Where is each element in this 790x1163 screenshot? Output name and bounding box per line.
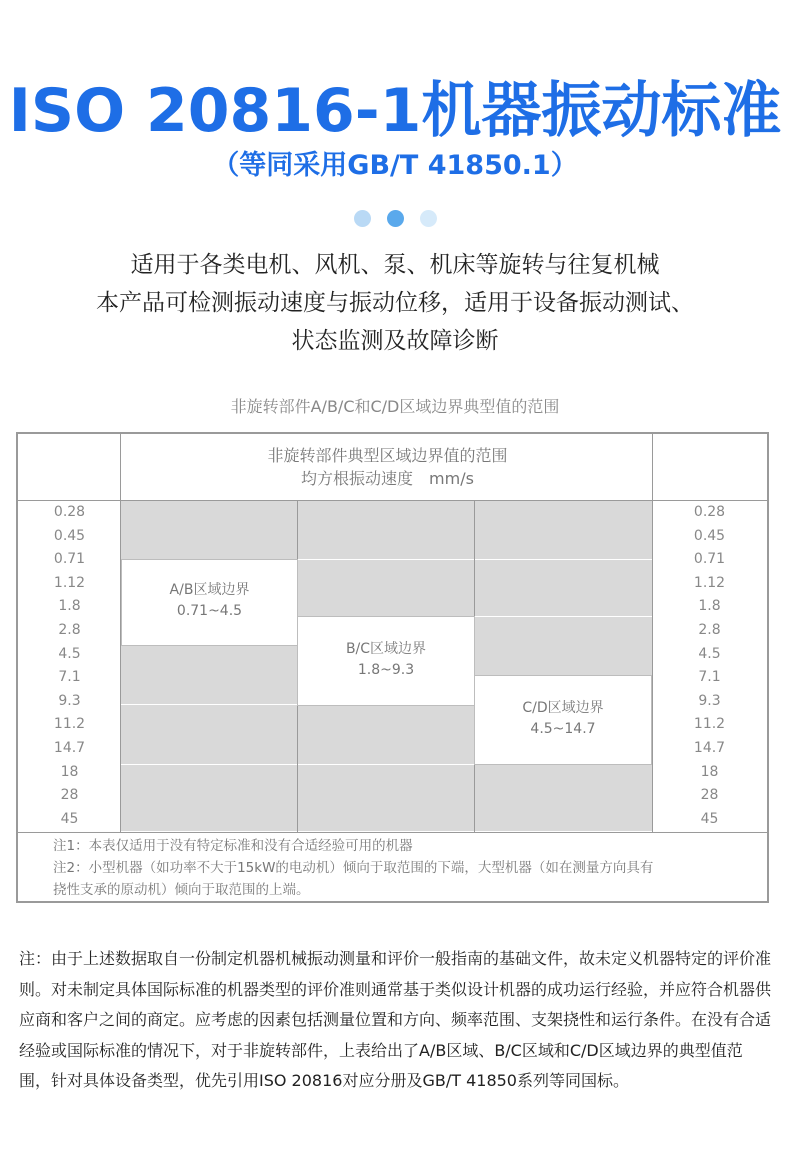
scale-value: 0.45 [53, 527, 86, 544]
scale-right [658, 501, 761, 831]
scale-value: 0.28 [693, 504, 726, 520]
table-caption: 非旋转部件A/B/C和C/D区域边界典型值的范围 [230, 397, 560, 416]
dot-2 [387, 210, 404, 227]
scale-value: 1.8 [698, 598, 721, 615]
table-header [18, 434, 767, 501]
zone-ab-range: 0.71~4.5 [176, 603, 243, 619]
note-2-cont: 挠性支承的原动机）倾向于取范围的上端。 [53, 882, 310, 898]
scale-value: 18 [60, 763, 79, 780]
note-1: 注1：本表仅适用于没有特定标准和没有合适经验可用的机器 [53, 838, 413, 854]
zone-boundary-table [16, 432, 769, 903]
scale-value: 11.2 [693, 716, 726, 733]
scale-value: 7.1 [698, 669, 721, 686]
scale-value: 0.71 [693, 551, 726, 568]
zone-bc-range: 1.8~9.3 [357, 662, 415, 678]
dot-3 [420, 210, 437, 227]
scale-value: 45 [700, 810, 719, 827]
table-notes [18, 832, 767, 903]
scale-left [18, 501, 121, 831]
scale-value: 1.8 [58, 598, 81, 615]
intro-line-3: 状态监测及故障诊断 [291, 328, 499, 354]
scale-value: 28 [700, 787, 719, 804]
scale-value: 2.8 [58, 621, 81, 638]
scale-value: 1.12 [53, 574, 86, 591]
page-title: ISO 20816-1机器振动标准 [8, 76, 782, 146]
scale-value: 18 [700, 763, 719, 780]
header-title: 非旋转部件典型区域边界值的范围 [267, 446, 508, 465]
zone-bc-label: B/C区域边界 [345, 641, 427, 657]
intro-line-1: 适用于各类电机、风机、泵、机床等旋转与往复机械 [130, 252, 660, 278]
scale-value: 28 [60, 787, 79, 804]
scale-value: 4.5 [58, 645, 81, 662]
scale-value: 9.3 [58, 692, 81, 709]
zone-bc-box [297, 616, 475, 706]
footnote-paragraph: 注：由于上述数据取自一份制定机器机械振动测量和评价一般指南的基础文件，故未定义机器特定的评价准则。对未制定具体国际标准的机器类型的评价准则通常基于类似设计机器的成功运行经验，并应符合机器供应商和客户之间的商定。应考虑的因素包括测量位置和方向、频率范围、支架挠性和运行条件。在没有合适经验或国际标准的情况下，对于非旋转部件，上表给出了A/B区域、B/C区域和C/D区域边界的典型值范围，针对具体设备类型，优先引用ISO 20816对应分册及GB/T 41850系列等同国标。 [19, 949, 772, 1090]
zone-cd-label: C/D区域边界 [522, 700, 604, 716]
zone-ab-box [121, 559, 298, 646]
scale-value: 9.3 [698, 692, 721, 709]
scale-value: 11.2 [53, 716, 86, 733]
scale-value: 1.12 [693, 574, 726, 591]
zone-ab-label: A/B区域边界 [169, 582, 250, 598]
zone-cd-range: 4.5~14.7 [530, 721, 596, 737]
table-header-text [121, 444, 654, 490]
header-unit: 均方根振动速度 mm/s [301, 469, 474, 488]
note-2: 注2：小型机器（如功率不大于15kW的电动机）倾向于取范围的下端，大型机器（如在测量方向具有 [53, 860, 654, 876]
scale-value: 14.7 [693, 739, 726, 756]
scale-value: 0.45 [693, 527, 726, 544]
scale-value: 2.8 [698, 621, 721, 638]
scale-value: 4.5 [698, 645, 721, 662]
scale-value: 14.7 [53, 739, 86, 756]
scale-value: 0.28 [53, 504, 86, 520]
scale-value: 45 [60, 810, 79, 827]
scale-value: 0.71 [53, 551, 86, 568]
intro-text [0, 246, 790, 360]
dot-1 [354, 210, 371, 227]
pagination-dots [0, 210, 790, 227]
scale-value: 7.1 [58, 669, 81, 686]
intro-line-2: 本产品可检测振动速度与振动位移，适用于设备振动测试、 [96, 290, 694, 316]
zone-cd-box [474, 675, 652, 765]
page-subtitle: （等同采用GB/T 41850.1） [212, 150, 578, 181]
